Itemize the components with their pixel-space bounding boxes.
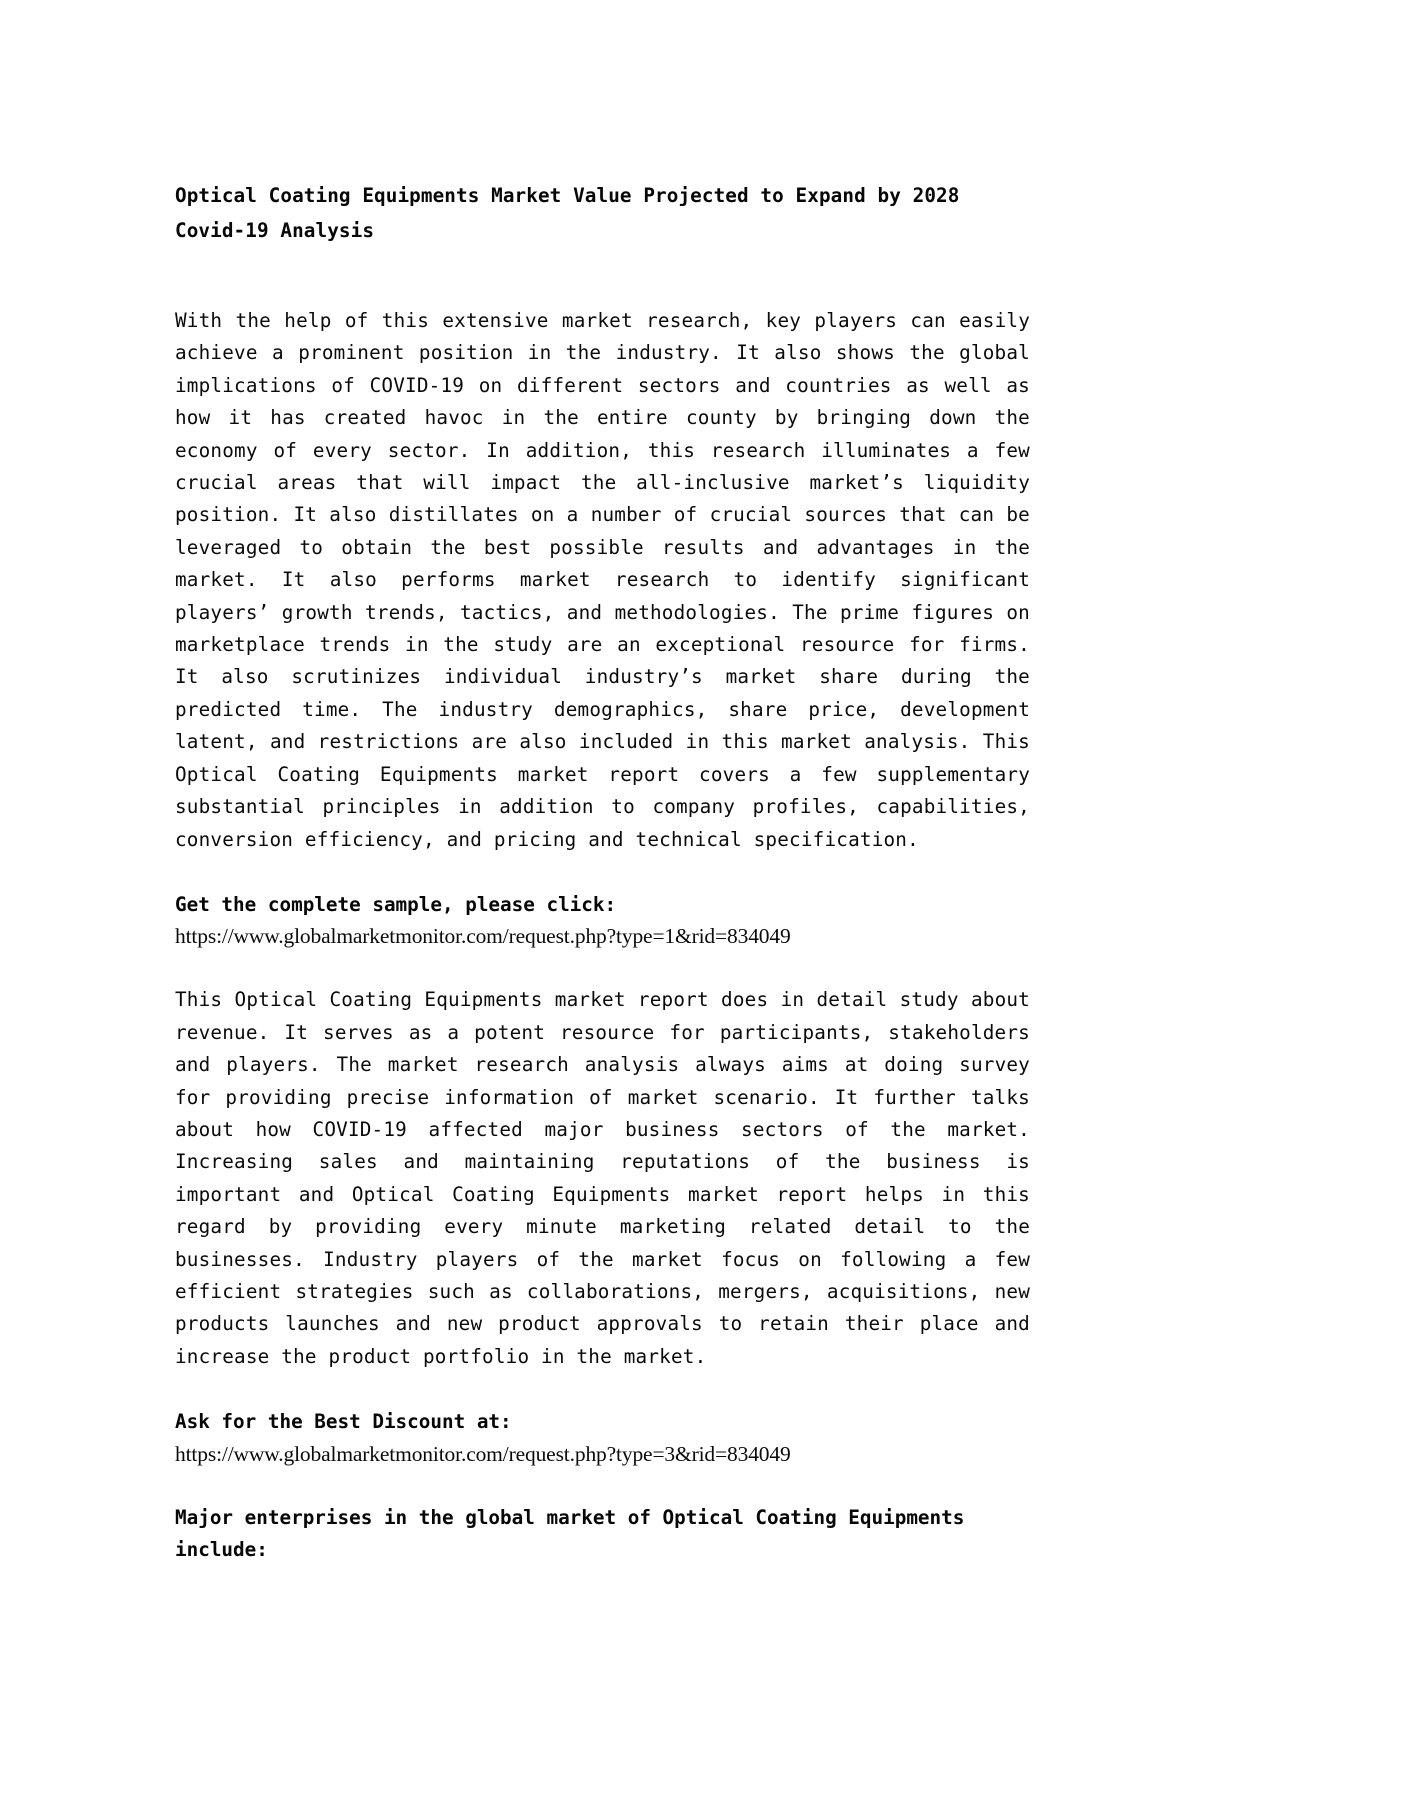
spacer-after-paragraph-2 [175,1373,1030,1406]
sample-heading: Get the complete sample, please click: [175,892,617,916]
paragraph-intro: With the help of this extensive market research, key players can easily achieve a prominent position in the industry. It also shows the global implications of COVID-19 on different sectors and countries as well as how it has created havoc in the entire county by bringing down the economy of every sector. In addition, this research illuminates a few crucial areas that will impact the all-inclusive market’s liquidity position. It also distillates on a number of crucial sources that can be leveraged to obtain the best possible results and advantages in the market. It also performs market research to identify significant players’ growth trends, tactics, and methodologies. The prime figures on marketplace trends in the study are an exceptional resource for firms. It also scrutinizes individual industry’s market share during the predicted time. The industry demographics, share price, development latent, and restrictions are also included in this market analysis. This Optical Coating Equipments market report covers a few supplementary substantial principles in addition to company profiles, capabilities, conversion efficiency, and pricing and technical specification. [175,309,1030,851]
spacer-after-title [175,248,1030,305]
sample-request-block [175,889,1030,952]
discount-request-link[interactable]: https://www.globalmarketmonitor.com/request.php?type=3&rid=834049 [175,1441,791,1466]
discount-request-block [175,1406,1030,1469]
paragraph-report-detail: This Optical Coating Equipments market report does in detail study about revenue. It serves as a potent resource for participants, stakeholders and players. The market research analysis always aims at doing survey for providing precise information of market scenario. It further talks about how COVID-19 affected major business sectors of the market. Increasing sales and maintaining reputations of the business is important and Optical Coating Equipments market report helps in this regard by providing every minute marketing related detail to the businesses. Industry players of the market focus on following a few efficient strategies such as collaborations, mergers, acquisitions, new products launches and new product approvals to retain their place and increase the product portfolio in the market. [175,988,1030,1368]
discount-heading: Ask for the Best Discount at: [175,1410,512,1434]
sample-request-link[interactable]: https://www.globalmarketmonitor.com/request.php?type=1&rid=834049 [175,924,791,949]
enterprises-heading: Major enterprises in the global market of Optical Coating Equipments include: [175,1505,965,1561]
document-body [175,178,1030,1566]
page-title: Optical Coating Equipments Market Value Projected to Expand by 2028 Covid-19 Analysis [175,184,960,242]
spacer-after-sample-block [175,952,1030,984]
spacer-after-discount-block [175,1470,1030,1502]
spacer-after-paragraph-1 [175,856,1030,889]
